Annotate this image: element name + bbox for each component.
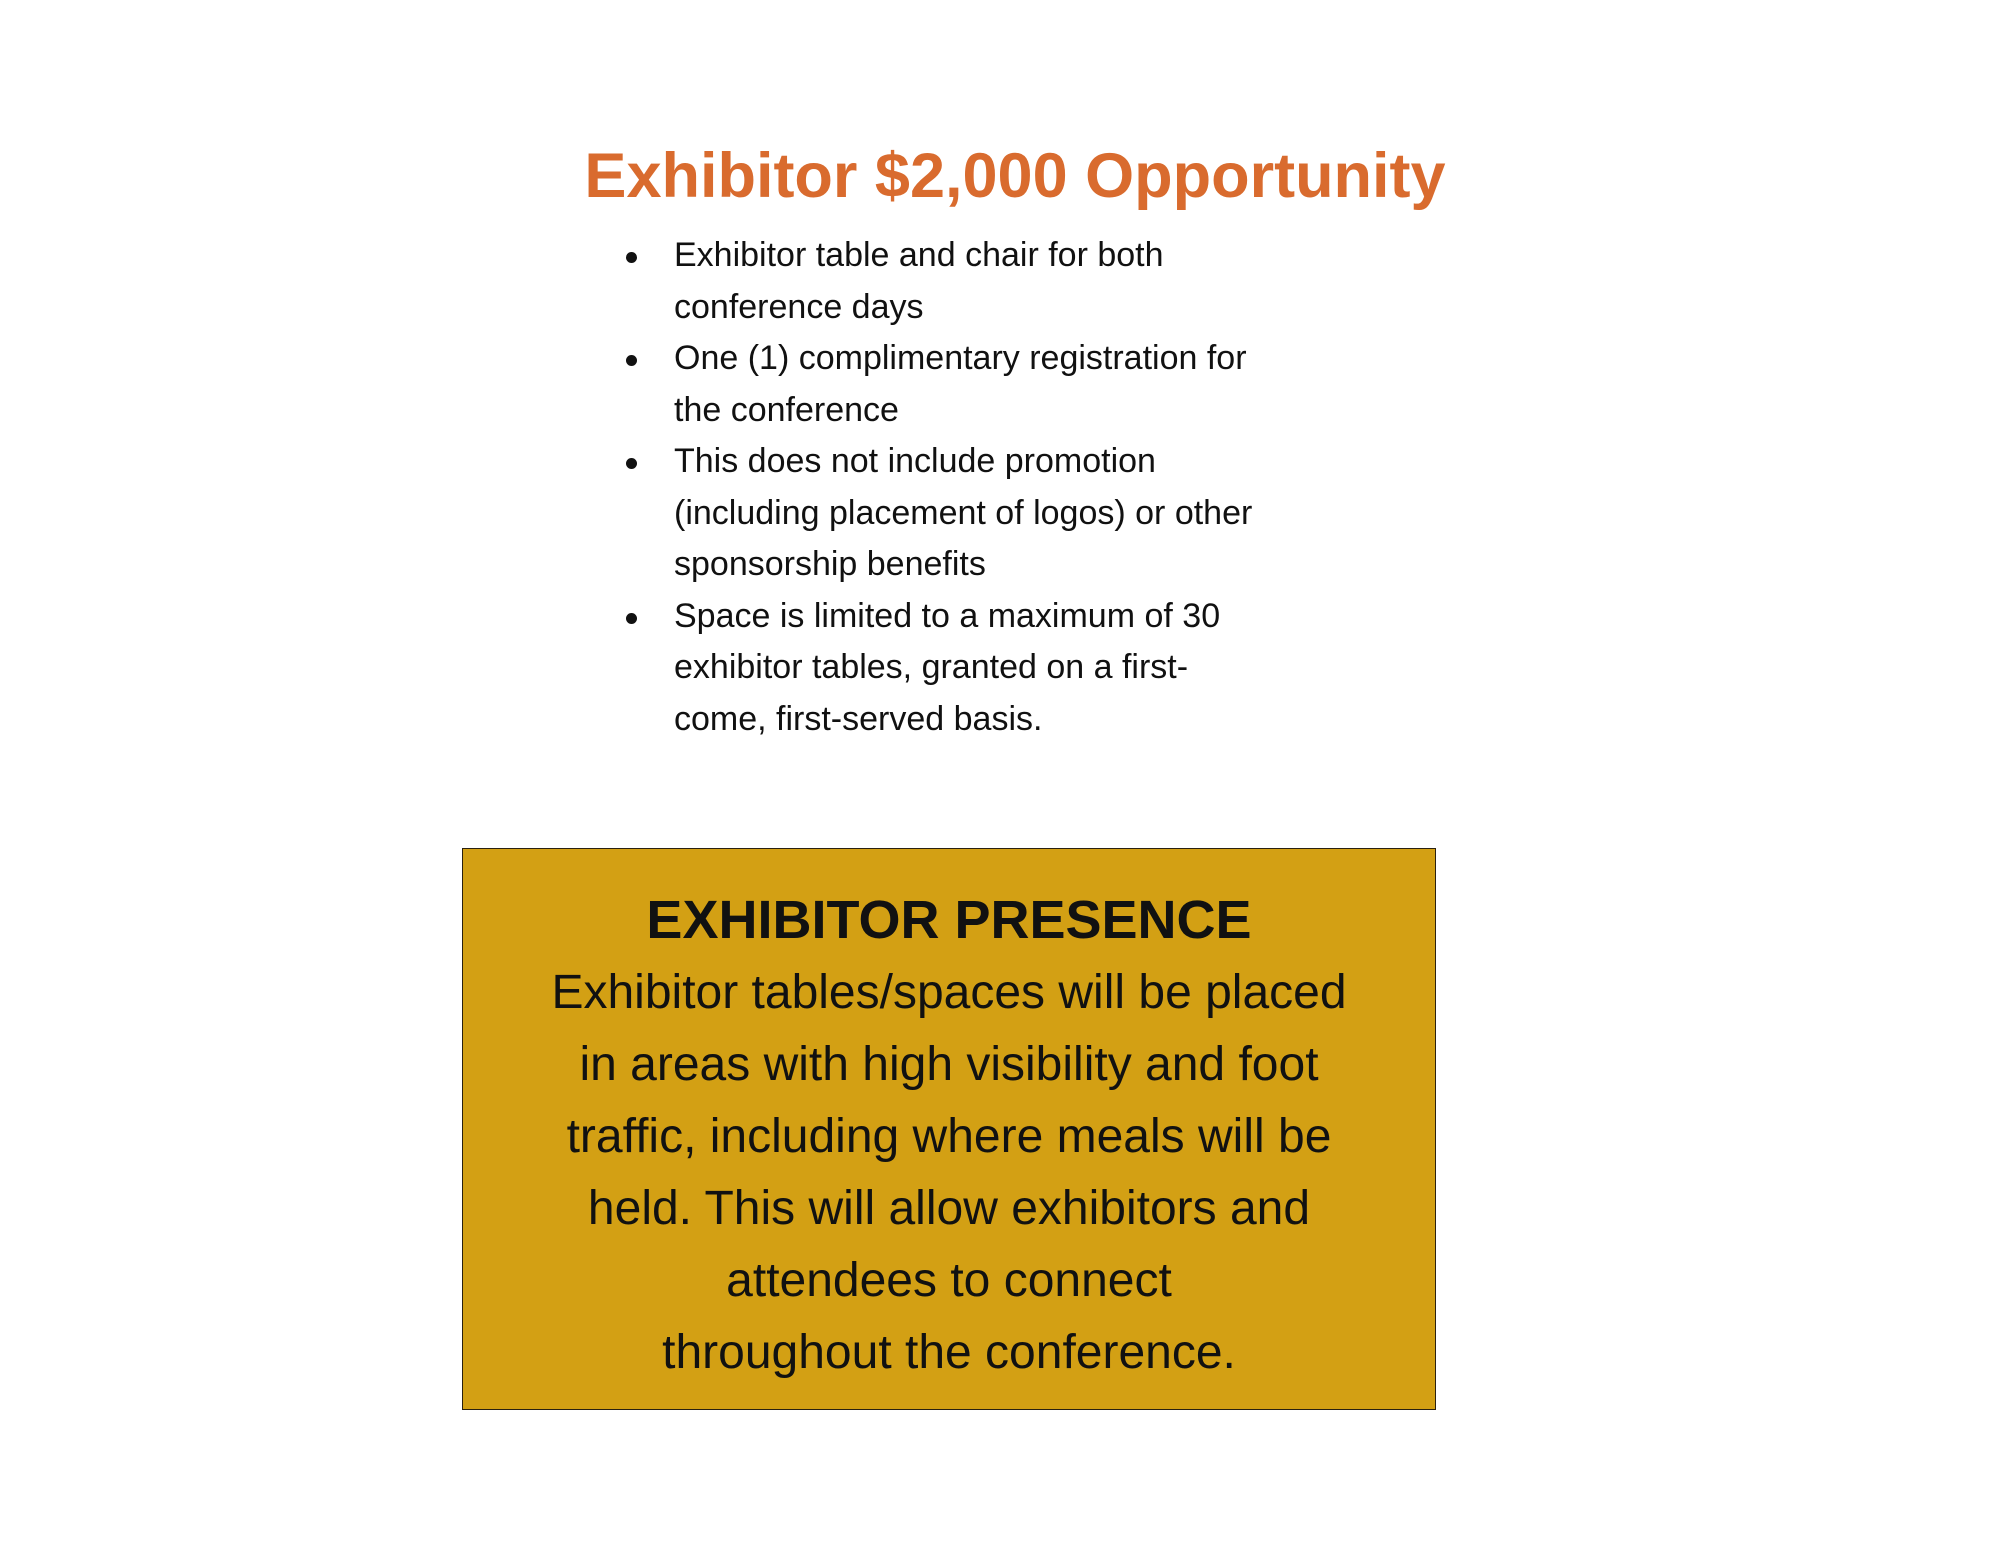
- benefit-line: the conference: [674, 390, 899, 429]
- presence-line: Exhibitor tables/spaces will be placed: [551, 966, 1347, 1019]
- presence-line: traffic, including where meals will be: [566, 1110, 1332, 1163]
- presence-line: held. This will allow exhibitors and: [587, 1182, 1311, 1235]
- benefit-line: conference days: [674, 287, 924, 326]
- presence-description: [519, 957, 1379, 1389]
- presence-title: EXHIBITOR PRESENCE: [646, 890, 1252, 950]
- presence-line: throughout the conference.: [662, 1326, 1236, 1379]
- benefit-line: sponsorship benefits: [674, 545, 986, 583]
- benefit-line: Exhibitor table and chair for both: [674, 236, 1164, 274]
- presence-line: in areas with high visibility and foot: [579, 1038, 1319, 1091]
- list-item: [624, 230, 1344, 333]
- benefit-line: exhibitor tables, granted on a first-: [674, 648, 1189, 686]
- bullet-icon: [626, 613, 637, 624]
- page-title: Exhibitor $2,000 Opportunity: [584, 141, 1446, 211]
- presence-line: attendees to connect: [726, 1254, 1172, 1307]
- benefit-line: One (1) complimentary registration for: [674, 339, 1247, 377]
- list-item: [624, 333, 1344, 436]
- list-item: [624, 591, 1344, 746]
- bullet-icon: [626, 355, 637, 366]
- benefit-line: Space is limited to a maximum of 30: [674, 596, 1221, 635]
- benefits-list: [624, 230, 1344, 745]
- bullet-icon: [626, 252, 637, 263]
- exhibitor-presence-box: [462, 848, 1436, 1410]
- benefit-line: come, first-served basis.: [674, 699, 1043, 738]
- benefit-line: (including placement of logos) or other: [674, 493, 1253, 532]
- benefit-line: This does not include promotion: [674, 442, 1156, 480]
- list-item: [624, 436, 1344, 591]
- bullet-icon: [626, 458, 637, 469]
